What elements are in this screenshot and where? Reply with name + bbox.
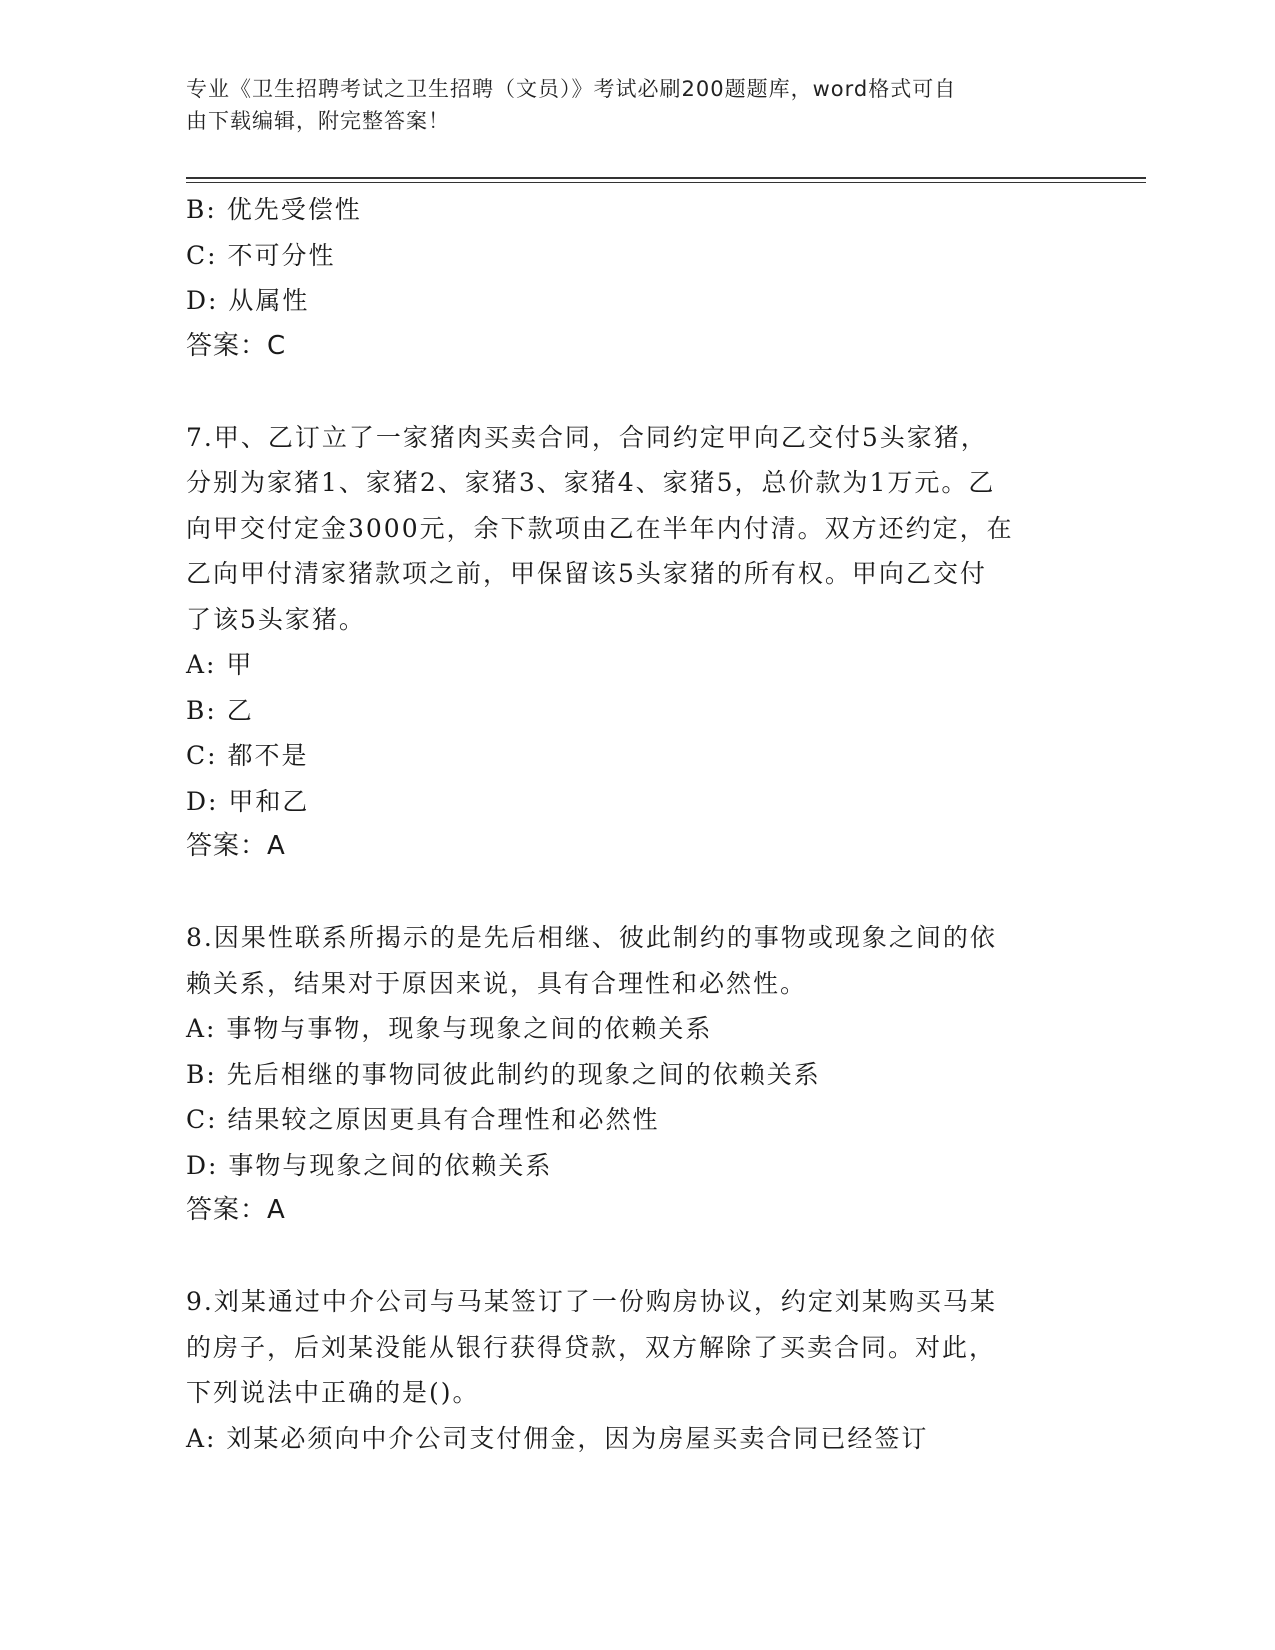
- q7-option-a: A: 甲: [186, 650, 254, 679]
- q7-stem-line: 了该5头家猪。: [186, 604, 366, 634]
- q8-option-b: B: 先后相继的事物同彼此制约的现象之间的依赖关系: [186, 1059, 821, 1089]
- header-divider-thick: [186, 177, 1146, 179]
- q6-answer: 答案：C: [186, 330, 287, 361]
- document-header: [186, 73, 1066, 137]
- q8-stem-line: 赖关系，结果对于原因来说，具有合理性和必然性。: [186, 968, 808, 998]
- q8-option-d: D: 事物与现象之间的依赖关系: [186, 1150, 553, 1180]
- q7-stem-line: 向甲交付定金3000元，余下款项由乙在半年内付清。双方还约定，在: [186, 513, 1014, 543]
- q6-option-c: C: 不可分性: [186, 240, 336, 270]
- q7-stem-line: 7.甲、乙订立了一家猪肉买卖合同，合同约定甲向乙交付5头家猪，: [186, 422, 988, 452]
- q7-stem-line: 乙向甲付清家猪款项之前，甲保留该5头家猪的所有权。甲向乙交付: [186, 559, 987, 588]
- q7-option-b: B: 乙: [186, 695, 254, 725]
- q9-stem-line: 下列说法中正确的是()。: [186, 1378, 480, 1407]
- q6-option-d: D: 从属性: [186, 286, 310, 315]
- question-6: [186, 187, 1086, 369]
- question-spacer: [186, 870, 1086, 916]
- q6-option-b: B: 优先受偿性: [186, 195, 362, 224]
- question-7: [186, 415, 1086, 870]
- header-line-1: 专业《卫生招聘考试之卫生招聘（文员）》考试必刷200题题库，word格式可自: [186, 77, 957, 101]
- q7-answer: 答案：A: [186, 831, 286, 861]
- q8-option-a: A: 事物与事物，现象与现象之间的依赖关系: [186, 1014, 713, 1043]
- header-line-2: 由下载编辑，附完整答案！: [186, 109, 450, 133]
- q7-option-c: C: 都不是: [186, 741, 309, 770]
- q8-answer: 答案：A: [186, 1195, 286, 1225]
- q8-option-c: C: 结果较之原因更具有合理性和必然性: [186, 1105, 660, 1134]
- q7-stem-line: 分别为家猪1、家猪2、家猪3、家猪4、家猪5，总价款为1万元。乙: [186, 468, 996, 497]
- question-spacer: [186, 369, 1086, 415]
- q7-option-d: D: 甲和乙: [186, 786, 310, 816]
- question-spacer: [186, 1234, 1086, 1280]
- q9-stem-line: 9.刘某通过中介公司与马某签订了一份购房协议，约定刘某购买马某: [186, 1287, 997, 1316]
- question-9: [186, 1279, 1086, 1461]
- q8-stem-line: 8.因果性联系所揭示的是先后相继、彼此制约的事物或现象之间的依: [186, 923, 997, 952]
- q9-stem-line: 的房子，后刘某没能从银行获得贷款，双方解除了买卖合同。对此，: [186, 1332, 997, 1362]
- question-8: [186, 915, 1086, 1234]
- header-divider-thin: [186, 182, 1146, 183]
- q9-option-a: A: 刘某必须向中介公司支付佣金，因为房屋买卖合同已经签订: [186, 1423, 929, 1453]
- question-list: [186, 187, 1086, 1461]
